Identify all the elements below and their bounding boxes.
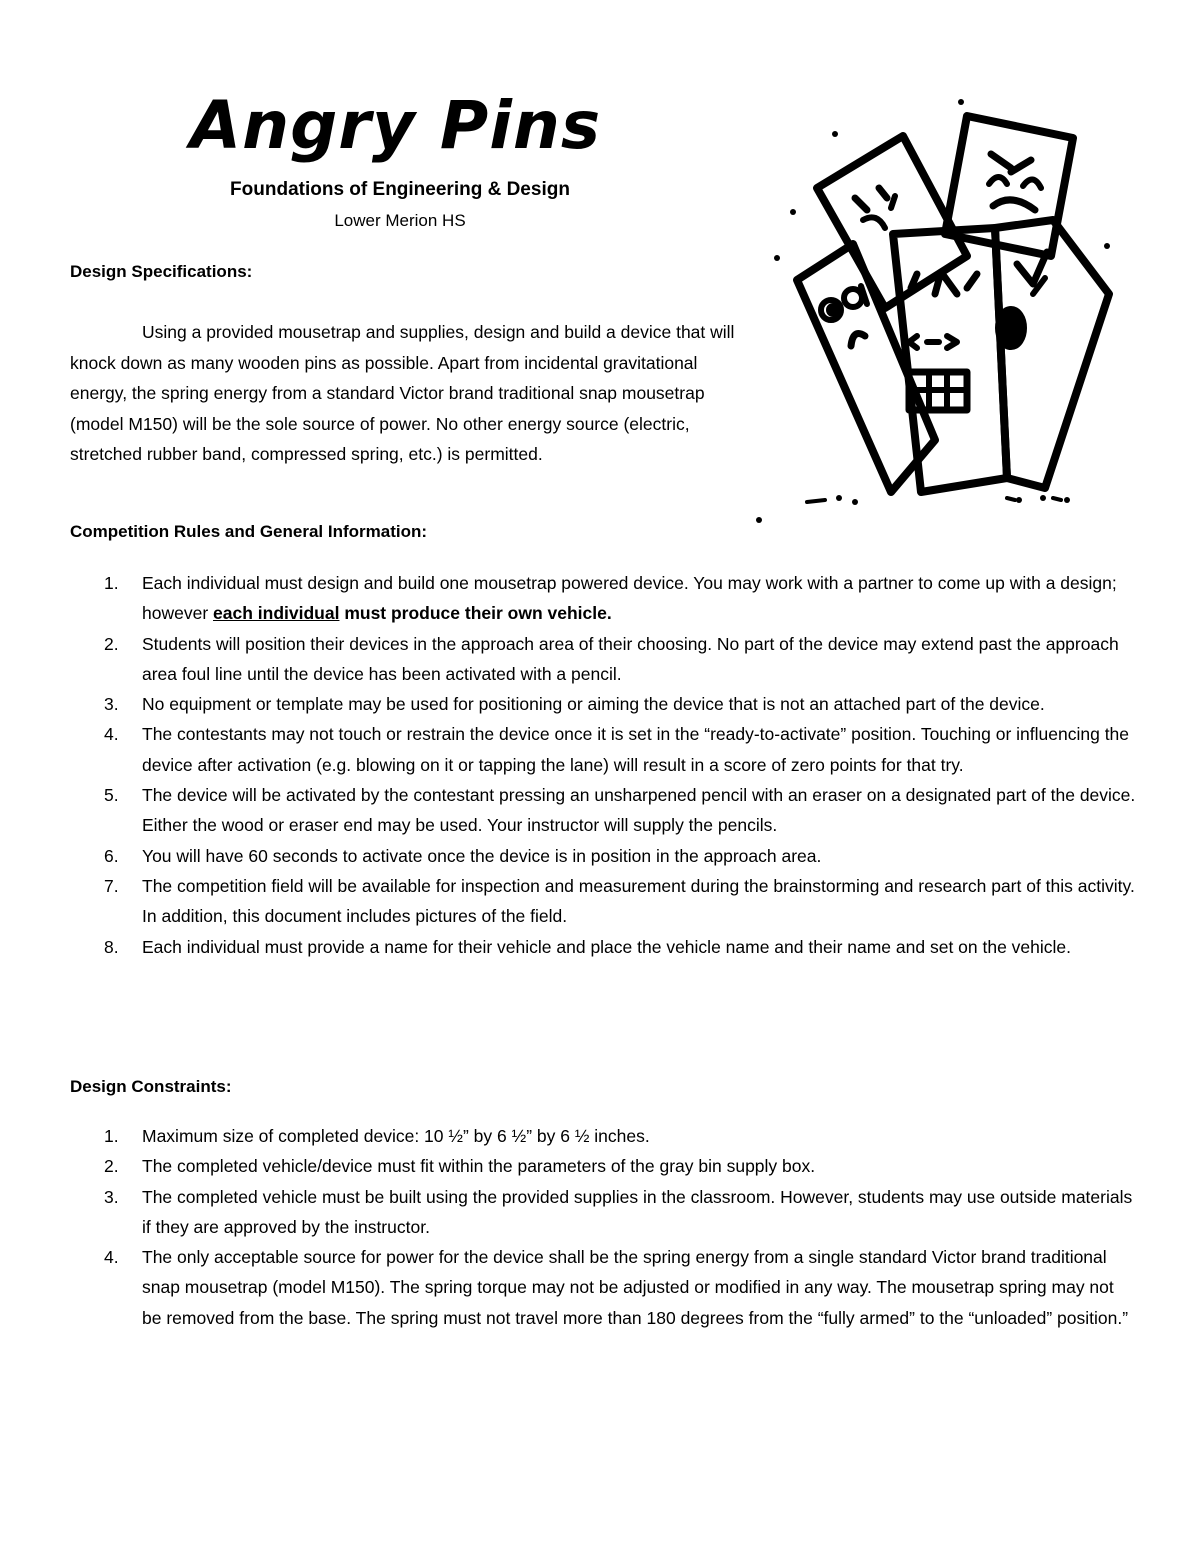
list-item-text: Students will position their devices in the approach area of their choosing. No part of the device may extend past the approach area foul line until the device has been activated with a pencil. bbox=[142, 633, 1119, 684]
list-item-number: 4. bbox=[104, 1247, 119, 1268]
list-item-text: The device will be activated by the contestant pressing an unsharpened pencil with an eraser on a designated part of the device. Either the wood or eraser end may be used. Your instructor will supply the pencils. bbox=[142, 785, 1136, 836]
page-title: Angry Pins bbox=[190, 87, 602, 164]
list-item-text: The contestants may not touch or restrain the device once it is set in the “ready-to-activate” position. Touching or influencing the device after activation (e.g. blowing on it or tapping the lane) will result in a score of zero points for that try. bbox=[142, 724, 1130, 775]
list-item bbox=[70, 629, 1136, 690]
list-item-number: 8. bbox=[104, 936, 119, 957]
list-item bbox=[70, 871, 1136, 932]
list-item-emphasis: must produce their own vehicle. bbox=[339, 603, 612, 624]
list-item-text: The completed vehicle/device must fit within the parameters of the gray bin supply box. bbox=[142, 1156, 816, 1177]
list-item-text: No equipment or template may be used for positioning or aiming the device that is not an attached part of the device. bbox=[142, 694, 1045, 715]
list-item-number: 2. bbox=[104, 1156, 119, 1177]
list-item bbox=[70, 1121, 1136, 1151]
list-item-number: 5. bbox=[104, 785, 119, 806]
list-item-text: Maximum size of completed device: 10 ½” by 6 ½” by 6 ½ inches. bbox=[142, 1126, 650, 1146]
list-item-text: The competition field will be available for inspection and measurement during the brainstorming and research part of this activity. In addition, this document includes pictures of the field. bbox=[142, 875, 1135, 927]
list-item-text: The only acceptable source for power for the device shall be the spring energy from a single standard Victor brand traditional snap mousetrap (model M150). The spring torque may not be adjusted or modified in any way. The mousetrap spring may not be removed from the base. The spring must not travel more than 180 degrees from the “fully armed” to the “unloaded” position.” bbox=[142, 1247, 1129, 1328]
list-item bbox=[70, 1151, 1136, 1181]
design-constraints-list bbox=[70, 1121, 1136, 1333]
list-item bbox=[70, 719, 1136, 780]
list-item-number: 1. bbox=[104, 1126, 119, 1146]
list-item bbox=[70, 568, 1136, 629]
list-item-number: 3. bbox=[104, 1186, 119, 1207]
design-specifications-paragraph: Using a provided mousetrap and supplies, design and build a device that will knock down as many wooden pins as possible. Apart from incidental gravitational energy, the spring energy from a standard Victor brand traditional snap mousetrap (model M150) will be the sole source of power. No other energy source (electric, stretched rubber band, compressed spring, etc.) is permitted. bbox=[70, 322, 735, 464]
school-name: Lower Merion HS bbox=[334, 211, 466, 230]
list-item-text: Each individual must design and build one mousetrap powered device. You may work with a partner to come up with a design; however bbox=[142, 573, 1117, 624]
list-item bbox=[70, 780, 1136, 841]
design-constraints-heading: Design Constraints: bbox=[70, 1077, 232, 1096]
list-item-emphasis-underlined: each individual bbox=[213, 603, 340, 624]
list-item bbox=[70, 1182, 1136, 1243]
list-item-number: 3. bbox=[104, 694, 119, 715]
angry-pins-icon bbox=[745, 88, 1135, 538]
list-item bbox=[70, 841, 1136, 871]
list-item-text: You will have 60 seconds to activate once the device is in position in the approach area. bbox=[142, 845, 822, 866]
list-item bbox=[70, 1242, 1136, 1333]
competition-rules-heading: Competition Rules and General Information: bbox=[70, 522, 428, 541]
list-item bbox=[70, 689, 1136, 719]
list-item-text: Each individual must provide a name for their vehicle and place the vehicle name and their name and set on the vehicle. bbox=[142, 936, 1072, 957]
list-item-number: 4. bbox=[104, 724, 119, 745]
list-item-number: 6. bbox=[104, 845, 119, 866]
list-item-number: 7. bbox=[104, 875, 119, 896]
course-subtitle: Foundations of Engineering & Design bbox=[230, 179, 570, 200]
list-item-text: The completed vehicle must be built using the provided supplies in the classroom. However, students may use outside materials if they are approved by the instructor. bbox=[142, 1186, 1133, 1237]
design-specifications-heading: Design Specifications: bbox=[70, 262, 253, 281]
competition-rules-list bbox=[70, 568, 1136, 962]
list-item bbox=[70, 932, 1136, 962]
list-item-number: 1. bbox=[104, 573, 119, 593]
list-item-number: 2. bbox=[104, 633, 119, 654]
